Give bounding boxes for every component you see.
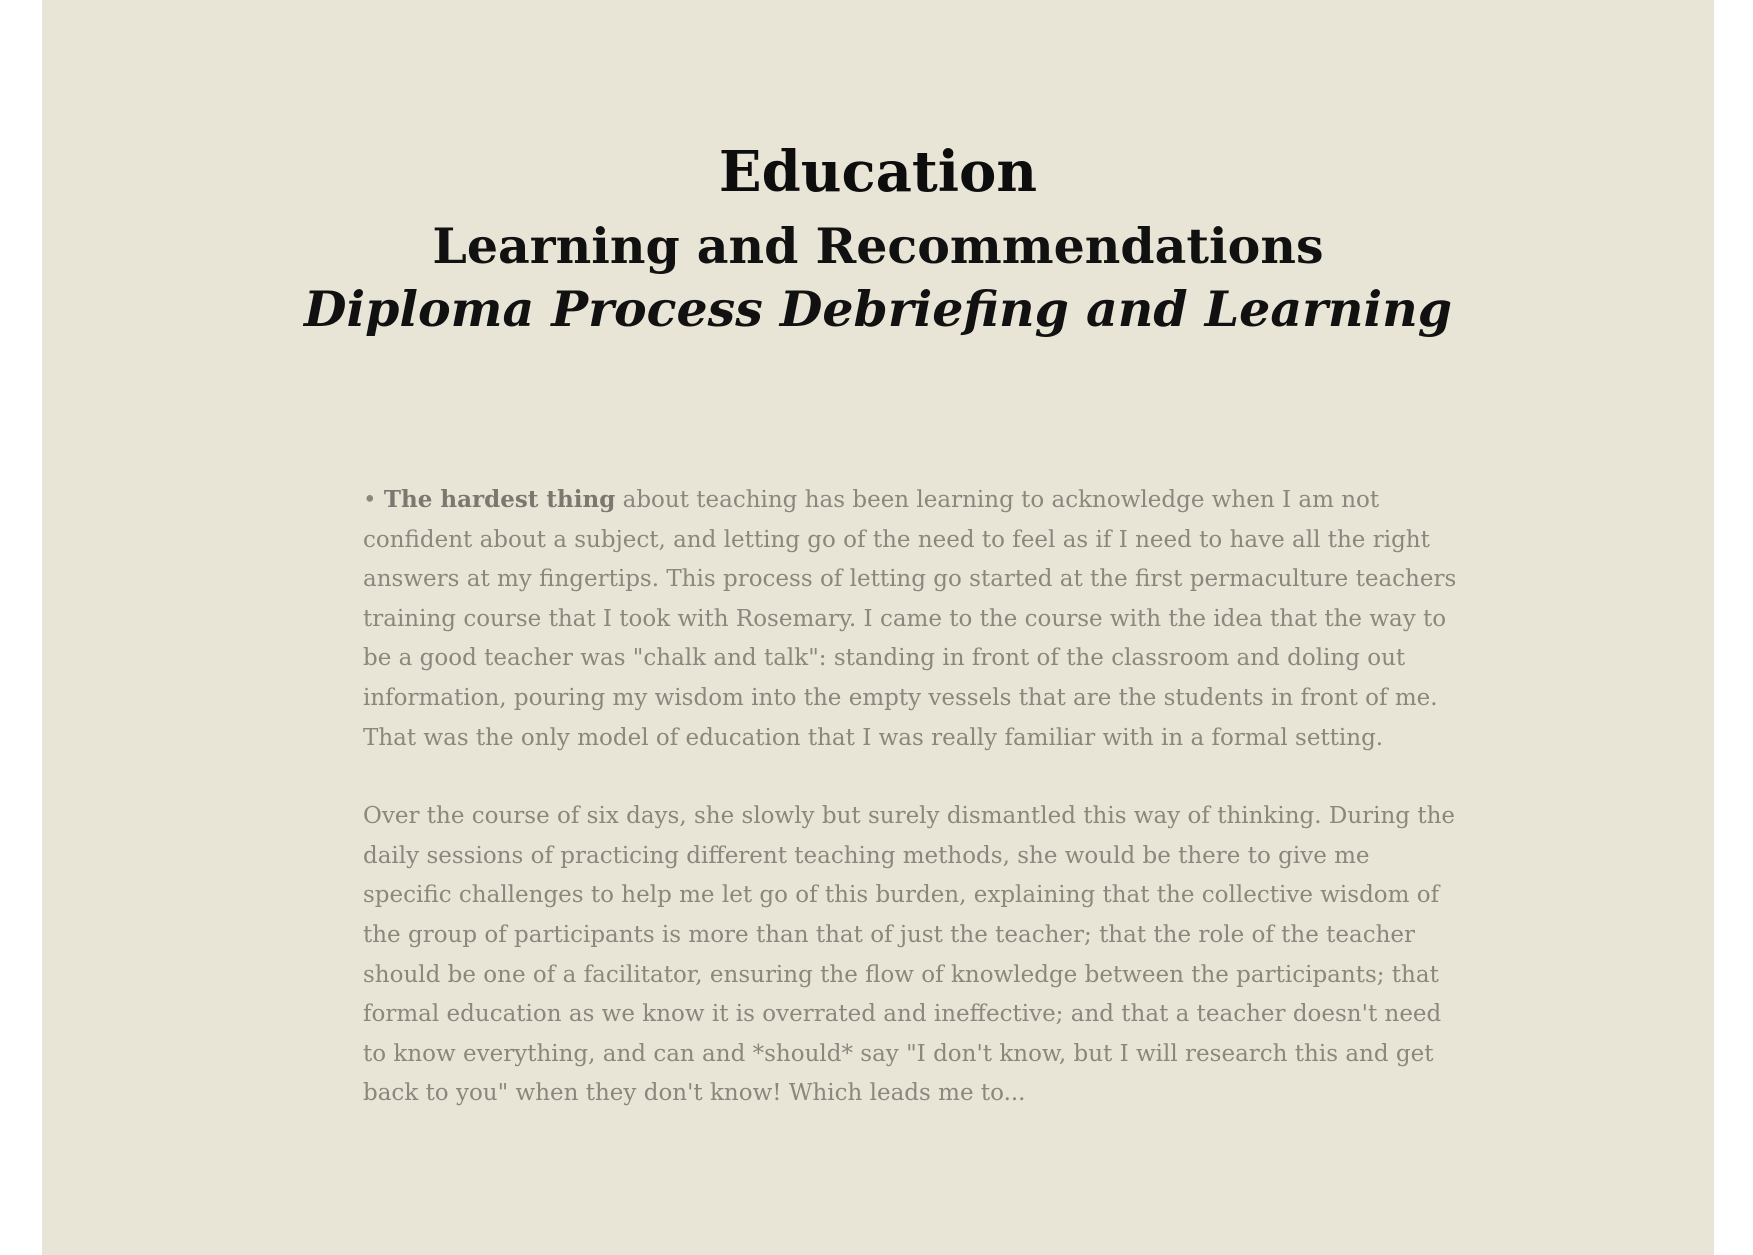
page-subtitle: Learning and Recommendations: [432, 217, 1324, 275]
page-italic-subtitle: Diploma Process Debriefing and Learning: [303, 280, 1453, 338]
page-title: Education: [718, 139, 1038, 205]
paragraph-1: [363, 480, 1463, 758]
paragraph-2: Over the course of six days, she slowly but surely dismantled this way of thinking. During the daily sessions of practicing different teaching methods, she would be there to give me specific challenges to help me let go of this burden, explaining that the collective wisdom of the group of participants is more than that of just the teacher; that the role of the teacher should be one of a facilitator, ensuring the flow of knowledge between the participants; that formal education as we know it is overrated and ineffective; and that a teacher doesn't need to know everything, and can and *should* say "I don't know, but I will research this and get back to you" when they don't know! Which leads me to...: [363, 803, 1455, 1107]
lead-phrase: The hardest thing: [383, 486, 616, 513]
body-text: [363, 480, 1463, 1114]
bullet-marker: •: [363, 487, 377, 513]
slide-page: [42, 0, 1714, 1255]
paragraph-1-text: about teaching has been learning to acknowledge when I am not confident about a subject, and letting go of the need to feel as if I need to have all the right answers at my fingertips. This process of letting go started at the first permaculture teachers training course that I took with Rosemary. I came to the course with the idea that the way to be a good teacher was "chalk and talk": standing in front of the classroom and doling out information, pouring my wisdom into the empty vessels that are the students in front of me. That was the only model of education that I was really familiar with in a formal setting.: [363, 487, 1457, 751]
